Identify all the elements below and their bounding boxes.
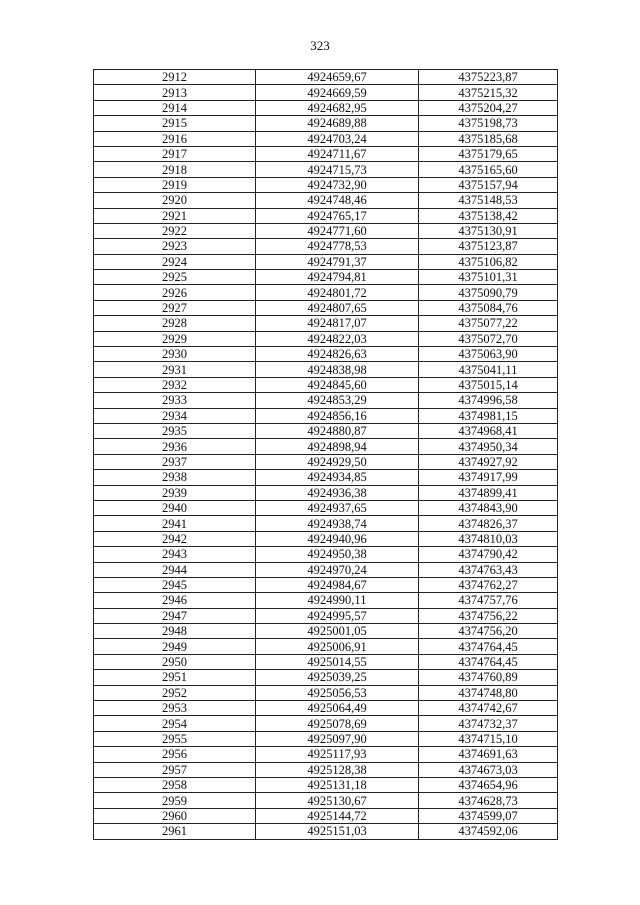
x-coordinate-cell: 4925039,25 — [256, 670, 419, 685]
y-coordinate-cell: 4375090,79 — [419, 285, 558, 300]
point-number-cell: 2937 — [94, 454, 256, 469]
point-number-cell: 2946 — [94, 593, 256, 608]
y-coordinate-cell: 4374950,34 — [419, 439, 558, 454]
x-coordinate-cell: 4924984,67 — [256, 577, 419, 592]
point-number-cell: 2933 — [94, 393, 256, 408]
point-number-cell: 2947 — [94, 608, 256, 623]
y-coordinate-cell: 4375072,70 — [419, 331, 558, 346]
table-row — [94, 731, 558, 746]
point-number-cell: 2913 — [94, 85, 256, 100]
point-number-cell: 2959 — [94, 793, 256, 808]
x-coordinate-cell: 4925056,53 — [256, 685, 419, 700]
point-number-cell: 2918 — [94, 162, 256, 177]
point-number-cell: 2912 — [94, 70, 256, 85]
x-coordinate-cell: 4924929,50 — [256, 454, 419, 469]
point-number-cell: 2932 — [94, 377, 256, 392]
table-row — [94, 377, 558, 392]
y-coordinate-cell: 4375223,87 — [419, 70, 558, 85]
y-coordinate-cell: 4374826,37 — [419, 516, 558, 531]
table-row — [94, 793, 558, 808]
y-coordinate-cell: 4375084,76 — [419, 300, 558, 315]
x-coordinate-cell: 4924682,95 — [256, 100, 419, 115]
x-coordinate-cell: 4924689,88 — [256, 116, 419, 131]
y-coordinate-cell: 4374691,63 — [419, 747, 558, 762]
x-coordinate-cell: 4925131,18 — [256, 777, 419, 792]
y-coordinate-cell: 4374748,80 — [419, 685, 558, 700]
point-number-cell: 2956 — [94, 747, 256, 762]
y-coordinate-cell: 4374927,92 — [419, 454, 558, 469]
table-row — [94, 362, 558, 377]
y-coordinate-cell: 4375148,53 — [419, 193, 558, 208]
point-number-cell: 2936 — [94, 439, 256, 454]
y-coordinate-cell: 4374790,42 — [419, 547, 558, 562]
point-number-cell: 2942 — [94, 531, 256, 546]
x-coordinate-cell: 4924934,85 — [256, 470, 419, 485]
point-number-cell: 2939 — [94, 485, 256, 500]
table-row — [94, 239, 558, 254]
point-number-cell: 2938 — [94, 470, 256, 485]
table-row — [94, 454, 558, 469]
table-row — [94, 608, 558, 623]
table-row — [94, 85, 558, 100]
point-number-cell: 2920 — [94, 193, 256, 208]
x-coordinate-cell: 4924845,60 — [256, 377, 419, 392]
y-coordinate-cell: 4374843,90 — [419, 500, 558, 515]
x-coordinate-cell: 4924950,38 — [256, 547, 419, 562]
x-coordinate-cell: 4924838,98 — [256, 362, 419, 377]
point-number-cell: 2949 — [94, 639, 256, 654]
y-coordinate-cell: 4374810,03 — [419, 531, 558, 546]
x-coordinate-cell: 4925097,90 — [256, 731, 419, 746]
x-coordinate-cell: 4924937,65 — [256, 500, 419, 515]
table-row — [94, 516, 558, 531]
y-coordinate-cell: 4374592,06 — [419, 824, 558, 839]
table-row — [94, 347, 558, 362]
y-coordinate-cell: 4374756,22 — [419, 608, 558, 623]
y-coordinate-cell: 4374628,73 — [419, 793, 558, 808]
point-number-cell: 2940 — [94, 500, 256, 515]
y-coordinate-cell: 4374715,10 — [419, 731, 558, 746]
table-row — [94, 500, 558, 515]
point-number-cell: 2925 — [94, 270, 256, 285]
x-coordinate-cell: 4924853,29 — [256, 393, 419, 408]
x-coordinate-cell: 4925128,38 — [256, 762, 419, 777]
point-number-cell: 2944 — [94, 562, 256, 577]
x-coordinate-cell: 4924748,46 — [256, 193, 419, 208]
y-coordinate-cell: 4375015,14 — [419, 377, 558, 392]
y-coordinate-cell: 4375157,94 — [419, 177, 558, 192]
x-coordinate-cell: 4924715,73 — [256, 162, 419, 177]
y-coordinate-cell: 4374599,07 — [419, 808, 558, 823]
x-coordinate-cell: 4924801,72 — [256, 285, 419, 300]
y-coordinate-cell: 4374756,20 — [419, 624, 558, 639]
y-coordinate-cell: 4374981,15 — [419, 408, 558, 423]
point-number-cell: 2954 — [94, 716, 256, 731]
x-coordinate-cell: 4924778,53 — [256, 239, 419, 254]
x-coordinate-cell: 4924826,63 — [256, 347, 419, 362]
y-coordinate-cell: 4375165,60 — [419, 162, 558, 177]
table-row — [94, 393, 558, 408]
table-row — [94, 808, 558, 823]
table-row — [94, 70, 558, 85]
y-coordinate-cell: 4375179,65 — [419, 146, 558, 161]
x-coordinate-cell: 4925078,69 — [256, 716, 419, 731]
point-number-cell: 2941 — [94, 516, 256, 531]
x-coordinate-cell: 4924791,37 — [256, 254, 419, 269]
table-row — [94, 670, 558, 685]
point-number-cell: 2915 — [94, 116, 256, 131]
x-coordinate-cell: 4925144,72 — [256, 808, 419, 823]
point-number-cell: 2922 — [94, 223, 256, 238]
table-row — [94, 624, 558, 639]
y-coordinate-cell: 4374757,76 — [419, 593, 558, 608]
y-coordinate-cell: 4374968,41 — [419, 423, 558, 438]
y-coordinate-cell: 4374917,99 — [419, 470, 558, 485]
x-coordinate-cell: 4924794,81 — [256, 270, 419, 285]
point-number-cell: 2951 — [94, 670, 256, 685]
table-row — [94, 685, 558, 700]
y-coordinate-cell: 4375130,91 — [419, 223, 558, 238]
x-coordinate-cell: 4924938,74 — [256, 516, 419, 531]
y-coordinate-cell: 4374899,41 — [419, 485, 558, 500]
x-coordinate-cell: 4924659,67 — [256, 70, 419, 85]
x-coordinate-cell: 4924765,17 — [256, 208, 419, 223]
y-coordinate-cell: 4375185,68 — [419, 131, 558, 146]
x-coordinate-cell: 4924880,87 — [256, 423, 419, 438]
y-coordinate-cell: 4375204,27 — [419, 100, 558, 115]
x-coordinate-cell: 4925064,49 — [256, 701, 419, 716]
table-row — [94, 777, 558, 792]
x-coordinate-cell: 4924936,38 — [256, 485, 419, 500]
table-row — [94, 300, 558, 315]
y-coordinate-cell: 4374654,96 — [419, 777, 558, 792]
table-row — [94, 562, 558, 577]
table-row — [94, 701, 558, 716]
point-number-cell: 2950 — [94, 654, 256, 669]
y-coordinate-cell: 4375106,82 — [419, 254, 558, 269]
point-number-cell: 2917 — [94, 146, 256, 161]
x-coordinate-cell: 4924940,96 — [256, 531, 419, 546]
y-coordinate-cell: 4374763,43 — [419, 562, 558, 577]
x-coordinate-cell: 4925130,67 — [256, 793, 419, 808]
x-coordinate-cell: 4924898,94 — [256, 439, 419, 454]
table-row — [94, 208, 558, 223]
y-coordinate-cell: 4374764,45 — [419, 654, 558, 669]
table-row — [94, 100, 558, 115]
x-coordinate-cell: 4925014,55 — [256, 654, 419, 669]
coordinates-table — [93, 69, 558, 840]
x-coordinate-cell: 4924856,16 — [256, 408, 419, 423]
x-coordinate-cell: 4924817,07 — [256, 316, 419, 331]
table-row — [94, 747, 558, 762]
y-coordinate-cell: 4375077,22 — [419, 316, 558, 331]
table-row — [94, 654, 558, 669]
table-row — [94, 593, 558, 608]
x-coordinate-cell: 4924970,24 — [256, 562, 419, 577]
x-coordinate-cell: 4924711,67 — [256, 146, 419, 161]
point-number-cell: 2948 — [94, 624, 256, 639]
point-number-cell: 2930 — [94, 347, 256, 362]
point-number-cell: 2914 — [94, 100, 256, 115]
point-number-cell: 2961 — [94, 824, 256, 839]
table-row — [94, 547, 558, 562]
table-row — [94, 131, 558, 146]
x-coordinate-cell: 4925151,03 — [256, 824, 419, 839]
x-coordinate-cell: 4924807,65 — [256, 300, 419, 315]
table-row — [94, 408, 558, 423]
table-row — [94, 470, 558, 485]
table-row — [94, 331, 558, 346]
coordinates-table-body — [94, 70, 558, 840]
point-number-cell: 2934 — [94, 408, 256, 423]
x-coordinate-cell: 4924995,57 — [256, 608, 419, 623]
table-row — [94, 423, 558, 438]
table-row — [94, 439, 558, 454]
y-coordinate-cell: 4374760,89 — [419, 670, 558, 685]
table-row — [94, 116, 558, 131]
x-coordinate-cell: 4924822,03 — [256, 331, 419, 346]
table-row — [94, 716, 558, 731]
y-coordinate-cell: 4374996,58 — [419, 393, 558, 408]
table-row — [94, 316, 558, 331]
table-row — [94, 223, 558, 238]
point-number-cell: 2943 — [94, 547, 256, 562]
table-row — [94, 146, 558, 161]
table-row — [94, 177, 558, 192]
point-number-cell: 2952 — [94, 685, 256, 700]
point-number-cell: 2931 — [94, 362, 256, 377]
point-number-cell: 2935 — [94, 423, 256, 438]
x-coordinate-cell: 4925001,05 — [256, 624, 419, 639]
y-coordinate-cell: 4375041,11 — [419, 362, 558, 377]
x-coordinate-cell: 4924732,90 — [256, 177, 419, 192]
point-number-cell: 2924 — [94, 254, 256, 269]
table-row — [94, 531, 558, 546]
table-row — [94, 193, 558, 208]
point-number-cell: 2945 — [94, 577, 256, 592]
point-number-cell: 2958 — [94, 777, 256, 792]
table-row — [94, 485, 558, 500]
x-coordinate-cell: 4924771,60 — [256, 223, 419, 238]
point-number-cell: 2929 — [94, 331, 256, 346]
x-coordinate-cell: 4924669,59 — [256, 85, 419, 100]
point-number-cell: 2916 — [94, 131, 256, 146]
y-coordinate-cell: 4375138,42 — [419, 208, 558, 223]
table-row — [94, 824, 558, 839]
point-number-cell: 2927 — [94, 300, 256, 315]
point-number-cell: 2928 — [94, 316, 256, 331]
table-row — [94, 577, 558, 592]
point-number-cell: 2957 — [94, 762, 256, 777]
table-row — [94, 639, 558, 654]
y-coordinate-cell: 4375063,90 — [419, 347, 558, 362]
x-coordinate-cell: 4925006,91 — [256, 639, 419, 654]
x-coordinate-cell: 4925117,93 — [256, 747, 419, 762]
x-coordinate-cell: 4924990,11 — [256, 593, 419, 608]
y-coordinate-cell: 4374742,67 — [419, 701, 558, 716]
y-coordinate-cell: 4375215,32 — [419, 85, 558, 100]
table-row — [94, 254, 558, 269]
table-row — [94, 162, 558, 177]
y-coordinate-cell: 4374732,37 — [419, 716, 558, 731]
y-coordinate-cell: 4374764,45 — [419, 639, 558, 654]
page-number: 323 — [310, 38, 330, 53]
point-number-cell: 2960 — [94, 808, 256, 823]
table-row — [94, 762, 558, 777]
y-coordinate-cell: 4374673,03 — [419, 762, 558, 777]
point-number-cell: 2919 — [94, 177, 256, 192]
x-coordinate-cell: 4924703,24 — [256, 131, 419, 146]
point-number-cell: 2921 — [94, 208, 256, 223]
point-number-cell: 2955 — [94, 731, 256, 746]
point-number-cell: 2953 — [94, 701, 256, 716]
y-coordinate-cell: 4374762,27 — [419, 577, 558, 592]
y-coordinate-cell: 4375198,73 — [419, 116, 558, 131]
table-row — [94, 285, 558, 300]
point-number-cell: 2926 — [94, 285, 256, 300]
point-number-cell: 2923 — [94, 239, 256, 254]
y-coordinate-cell: 4375123,87 — [419, 239, 558, 254]
table-row — [94, 270, 558, 285]
y-coordinate-cell: 4375101,31 — [419, 270, 558, 285]
